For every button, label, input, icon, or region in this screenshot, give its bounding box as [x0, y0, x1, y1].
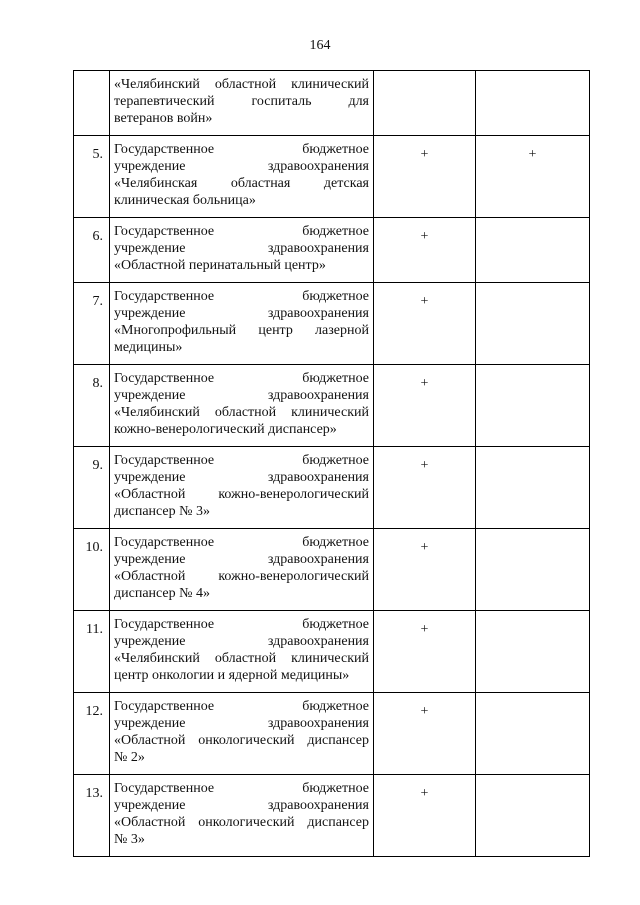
institution-name-line: учреждение здравоохранения	[114, 159, 369, 174]
institution-name-line: № 2»	[114, 750, 145, 765]
institution-name-line: ветеранов войн»	[114, 111, 213, 126]
table-row	[74, 136, 590, 218]
institution-name-line: Государственное бюджетное	[114, 699, 369, 714]
institution-name-line: Государственное бюджетное	[114, 289, 369, 304]
row-number: 6.	[74, 218, 110, 283]
institution-name	[110, 283, 374, 365]
mark-column-2	[476, 529, 590, 611]
institution-name	[110, 447, 374, 529]
institution-name-line: учреждение здравоохранения	[114, 388, 369, 403]
table-row	[74, 218, 590, 283]
institution-name-line: «Челябинский областной клинический	[114, 405, 369, 420]
institution-name-line: Государственное бюджетное	[114, 453, 369, 468]
institution-name-line: № 3»	[114, 832, 145, 847]
mark-column-2	[476, 447, 590, 529]
institution-name-line: центр онкологии и ядерной медицины»	[114, 668, 350, 683]
mark-column-1: +	[374, 136, 476, 218]
table-row	[74, 71, 590, 136]
institution-name-line: учреждение здравоохранения	[114, 306, 369, 321]
institutions-table	[73, 70, 590, 857]
institution-name-line: кожно-венерологический диспансер»	[114, 422, 337, 437]
institution-name-line: учреждение здравоохранения	[114, 634, 369, 649]
institution-name-line: учреждение здравоохранения	[114, 798, 369, 813]
institution-name-line: Государственное бюджетное	[114, 535, 369, 550]
institution-name-line: учреждение здравоохранения	[114, 241, 369, 256]
row-number: 7.	[74, 283, 110, 365]
institution-name-line: «Челябинский областной клинический	[114, 77, 369, 92]
institution-name-line: учреждение здравоохранения	[114, 716, 369, 731]
institution-name-line: «Областной онкологический диспансер	[114, 733, 369, 748]
institution-name-line: диспансер № 4»	[114, 586, 210, 601]
mark-column-2	[476, 218, 590, 283]
institution-name	[110, 218, 374, 283]
institution-name	[110, 71, 374, 136]
mark-column-1: +	[374, 693, 476, 775]
institution-name-line: Государственное бюджетное	[114, 781, 369, 796]
institution-name	[110, 365, 374, 447]
institution-name-line: Государственное бюджетное	[114, 617, 369, 632]
institution-name-line: клиническая больница»	[114, 193, 256, 208]
institution-name-line: «Областной кожно-венерологический	[114, 569, 369, 584]
table-row	[74, 365, 590, 447]
table-row	[74, 447, 590, 529]
table-body	[74, 71, 590, 857]
institution-name	[110, 693, 374, 775]
mark-column-2	[476, 283, 590, 365]
mark-column-1: +	[374, 447, 476, 529]
institution-name-line: учреждение здравоохранения	[114, 552, 369, 567]
mark-column-1: +	[374, 365, 476, 447]
table-row	[74, 611, 590, 693]
mark-column-1: +	[374, 529, 476, 611]
institution-name-line: «Челябинский областной клинический	[114, 651, 369, 666]
mark-column-1	[374, 71, 476, 136]
row-number: 11.	[74, 611, 110, 693]
row-number	[74, 71, 110, 136]
mark-column-1: +	[374, 218, 476, 283]
table-row	[74, 529, 590, 611]
institution-name-line: «Областной онкологический диспансер	[114, 815, 369, 830]
institution-name-line: диспансер № 3»	[114, 504, 210, 519]
institution-name	[110, 529, 374, 611]
institution-name	[110, 775, 374, 857]
table-row	[74, 775, 590, 857]
institution-name-line: Государственное бюджетное	[114, 371, 369, 386]
institution-name-line: терапевтический госпиталь для	[114, 94, 369, 109]
institution-name-line: учреждение здравоохранения	[114, 470, 369, 485]
page-number: 164	[309, 38, 331, 53]
institution-name-line: «Многопрофильный центр лазерной	[114, 323, 369, 338]
mark-column-1: +	[374, 611, 476, 693]
institution-name-line: Государственное бюджетное	[114, 142, 369, 157]
mark-column-1: +	[374, 775, 476, 857]
mark-column-2	[476, 775, 590, 857]
institution-name-line: «Областной кожно-венерологический	[114, 487, 369, 502]
institution-name-line: Государственное бюджетное	[114, 224, 369, 239]
institution-name-line: медицины»	[114, 340, 183, 355]
row-number: 13.	[74, 775, 110, 857]
row-number: 9.	[74, 447, 110, 529]
institution-name-line: «Челябинская областная детская	[114, 176, 369, 191]
mark-column-2	[476, 693, 590, 775]
mark-column-2	[476, 611, 590, 693]
institution-name-line: «Областной перинатальный центр»	[114, 258, 326, 273]
row-number: 5.	[74, 136, 110, 218]
institution-name	[110, 611, 374, 693]
row-number: 10.	[74, 529, 110, 611]
institution-name	[110, 136, 374, 218]
row-number: 8.	[74, 365, 110, 447]
table-row	[74, 283, 590, 365]
row-number: 12.	[74, 693, 110, 775]
mark-column-2	[476, 365, 590, 447]
table-row	[74, 693, 590, 775]
mark-column-1: +	[374, 283, 476, 365]
mark-column-2	[476, 71, 590, 136]
mark-column-2: +	[476, 136, 590, 218]
